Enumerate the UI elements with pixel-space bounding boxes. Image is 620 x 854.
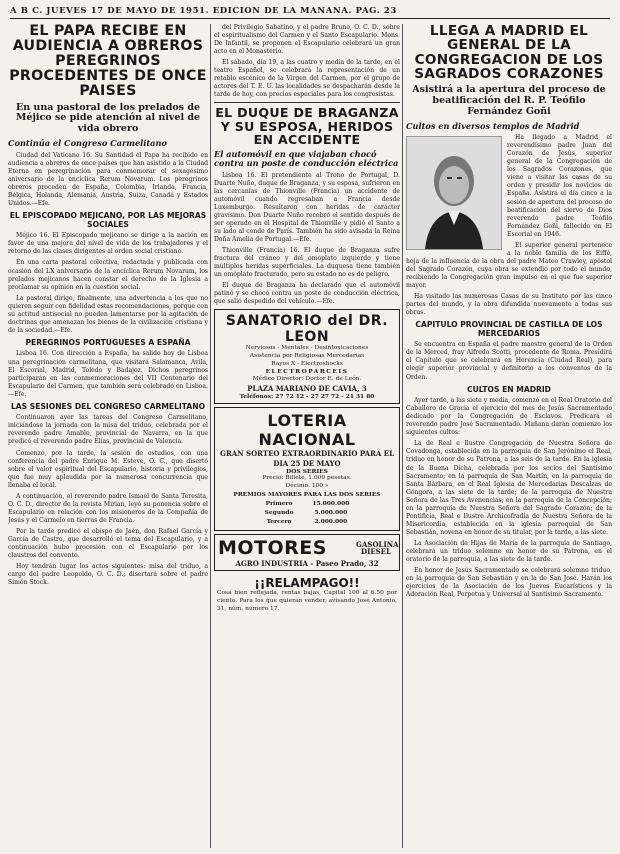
article-paragraph: Se encuentra en España el padre maestro general de la Orden de la Merced, fray Alfredo Scotti, procedente de Roma. Presidirá el Capítulo que se celebrará en Herencia (Ciudad Real), para elegir superior provincial y definitorio a los conventos de la Orden.	[406, 341, 612, 381]
headline-capitulo: CAPITULO PROVINCIAL DE CASTILLA DE LOS MERCEDARIOS	[415, 319, 603, 338]
headline-general: LLEGA A MADRID EL GENERAL DE LA CONGREGACION DE LOS SAGRADOS CORAZONES	[414, 24, 604, 82]
table-row	[264, 517, 351, 526]
headline-episcopado: EL EPISCOPADO MEJICANO, POR LAS MEJORAS SOCIALES	[9, 210, 207, 229]
ad-line: PREMIOS MAYORES PARA LAS DOS SERIES	[233, 490, 381, 498]
article-paragraph: del Privilegio Sabatino, y el padre Bruno, O. C. D., sobre el espiritualismo del Carmen y el Santo Escapulario. Mons. De Infantil, se proponen el Escapulario celebrará un gran acto en el Monasterio.	[214, 24, 400, 56]
headline-sesiones: LAS SESIONES DEL CONGRESO CARMELITANO	[10, 401, 206, 411]
subhead-braganza: El automóvil en que viajaban chocó contra un poste de conducción eléctrica	[214, 148, 399, 169]
ad-motores	[214, 534, 400, 571]
table-row	[264, 508, 351, 517]
ad-loteria	[214, 407, 400, 531]
column-2	[214, 24, 400, 848]
article-paragraph: Hoy tendrán lugar los actos siguientes: misa del triduo, a cargo del padre Leopoldo, O. C. D.; disertará sobre el padre Simón Stock.	[8, 562, 208, 586]
ad-line: Cosa bien reflejada, rentas bajas, Capital 100 al 6.50 por ciento. Para los que quieran vender, avisando José Antonio, 31, núm. número 17.	[217, 590, 397, 612]
ad-motores-row	[218, 537, 399, 560]
article-paragraph: La Asociación de Hijas de María de la parroquia de Santiago, celebrará un triduo solemne en honor de su Patrona, en el oratorio de la parroquia, a las siete de la tarde.	[406, 539, 612, 563]
prize-amount: 2.000.000	[314, 518, 348, 526]
article-paragraph: El sábado, día 19, a las cuatro y media de la tarde, en el teatro Español, se celebrará la representación de un retablo escénico de la Virgen del Carmen, por el grupo de actores del T. E. U. las localidades se despacharán desde la tarde de hoy, con precios especiales para los congresistas.	[214, 59, 400, 99]
article-paragraph: En una carta pastoral colectiva, redactada y publicada con ocasión del LX aniversario de la encíclica Rerum Novarum, los prelados mejicanos hacen constar el derecho de la Iglesia a proclamar su opinión en la cuestión social.	[8, 259, 208, 291]
headline-peregrinos: PEREGRINOS PORTUGUESES A ESPAÑA	[25, 337, 191, 347]
ad-line: GRAN SORTEO EXTRAORDINARIO PARA EL DIA 25 DE MAYO	[219, 449, 395, 468]
section-carmelite: Continúa el Congreso Carmelitano	[8, 138, 167, 149]
ad-line: Nerviosos - Mentales - Desintoxicaciones	[245, 345, 369, 352]
page-header: A B C. JUEVES 17 DE MAYO DE 1951. EDICION DE LA MAÑANA. PAG. 23	[10, 6, 610, 19]
prize-amount: 15.000.000	[312, 500, 350, 508]
column-rule	[402, 24, 403, 848]
article-paragraph: El superior general pertenece a la noble familia de los Eiffé, hoja de la influencia de la obra del padre Mateo Crawley, apóstol del Sagrado Corazón, cuya obra se extendió por todo el mundo, recibiendo la Congregación gran impulso en el que fue superior mayor.	[406, 241, 612, 289]
article-paragraph: Lisboa 16. El pretendiente al Trono de Portugal, D. Duarte Nuño, duque de Braganza, y su esposa, sufrieron en las cercanías de Thionville (Francia) un accidente de automóvil cuando regresaban a Francia desde Luxemburgo. Resultaron con heridas de carácter gravísimo. Don Duarte Nuño recobró el sentido después de ser operado en el Hospital de Thionville y pidió el Santo a su lado al conde de París. También ha sido avisada la Reina Doña Amelia de Portugal.—Efe.	[214, 171, 400, 244]
headline-cultos: CULTOS EN MADRID	[467, 384, 551, 394]
prize-table	[264, 499, 351, 526]
article-paragraph: Ha visitado las numerosas Casas de su Instituto por las cinco partes del mundo, y la obra difundida nuevamente a todas sus obras.	[406, 292, 612, 316]
section-cultos: Cultos en diversos templos de Madrid	[406, 120, 580, 131]
divider	[214, 102, 400, 103]
ad-line: AGRO INDUSTRIA - Paseo Prado, 32	[235, 559, 379, 569]
ad-relampago-name: ¡¡RELAMPAGO!!	[254, 576, 360, 591]
column-rule	[210, 24, 211, 848]
ad-relampago	[214, 574, 400, 615]
article-paragraph: Continuaron ayer las tareas del Congreso Carmelitano, iniciándose la jornada con la misa del triduo, celebrada por el reverendo padre Amable, provincial de Navarra, en la que predicó el reverendo padre Elías, provincial de Valencia.	[8, 414, 208, 446]
portrait-photo	[406, 136, 502, 250]
article-paragraph: Ciudad del Vaticano 16. Su Santidad el Papa ha recibido en audiencia a obreros de once países que han asistido a la Ciudad Eterna en peregrinación para conmemorar el sexagésimo aniversario de la encíclica Rerum Novarum. Los peregrinos obreros proceden de España, Colombia, Irlanda, Francia, Bélgica, Holanda, Alemania, Austria, Suiza, Canadá y Estados Unidos.—Efe.	[8, 151, 208, 207]
ad-line: DOS SERIES	[286, 467, 328, 475]
subhead-beatificacion: Asistirá a la apertura del proceso de beatificación del R. P. Teófilo Fernández Goñi	[412, 84, 606, 117]
article-paragraph: Ha llegado a Madrid el reverendísimo padre Juan del Corazón de Jesús, superior general de la Congregación de los Sagrados Corazones, que viene a visitar las casas de su orden y presidir los novicios de España. Asistirá el día cinco a la sesión de apertura del proceso de beatificación del siervo de Dios reverendo padre Teófilo Fernández Goñi, fallecido en El Escorial en 1946.	[507, 134, 612, 238]
column-1	[8, 24, 208, 848]
portrait-icon	[407, 137, 501, 249]
article-paragraph: En honor de Jesús Sacramentado se celebrará solemne triduo, en la parroquia de San Sebastián y en la de San José. Harán los ejercicios de la Asociación de los Jueves Eucarísticos y la Adoración Real, Perpetua y Universal al Santísimo Sacramento.	[406, 566, 612, 598]
ad-line: Décimo. 100 »	[285, 482, 329, 489]
ad-line: Médico Director: Doctor E. de León.	[252, 375, 362, 382]
ad-line: PLAZA MARIANO DE CAVIA, 3	[247, 383, 367, 393]
ad-loteria-name: LOTERIA NACIONAL	[258, 411, 356, 450]
article-paragraph: Por la tarde predicó el obispo de Jaén, don Rafael García y García de Castro, que desarrolló el tema del Escapulario, y a continuación hubo procesión con el Escapulario por los claustros del convento.	[8, 527, 208, 559]
prize-amount: 5.000.000	[314, 509, 348, 517]
ad-line: Asistencia por Religiosas Mercedarias	[249, 352, 365, 359]
ad-motores-side: GASOLINA DIESEL	[356, 539, 399, 557]
subhead-mexico: En una pastoral de los prelados de Méjico se pide atención al nivel de vida obrero	[15, 101, 201, 135]
article-paragraph: Lisboa 16. Con dirección a España, ha salido hoy de Lisboa una peregrinación carmelitana, que visitará Salamanca, Avila, El Escorial, Madrid, Toledo y Badajoz. Dichos peregrinos participarán en las conmemoraciones del VII Centenario del Escapulario del Carmen, que también será celebrado en Lisboa.—Efe.	[8, 350, 208, 398]
article-paragraph: Comenzó, por la tarde, la sesión de estudios, con una conferencia del padre Enrique M. Esteve, O. C., que disertó sobre el valor espiritual del Escapulario, historia y privilegios, que fue muy aplaudida por la numerosa concurrencia que llenaba el local.	[8, 449, 208, 489]
ad-sanatorio-name: SANATORIO del DR. LEON	[225, 313, 389, 346]
headline-pope: EL PAPA RECIBE EN AUDIENCIA A OBREROS PEREGRINOS PROCEDENTES DE ONCE PAISES	[9, 24, 207, 99]
article-paragraph: La pastoral dirige, finalmente, una advertencia a los que no quieren seguir con fidelidad estas recomendaciones, porque con su actitud antisocial no pueden lamentarse por la agitación de doctrinas que amenazan los bienes de la civilización cristiana y de la sociedad.—Efe.	[8, 294, 208, 334]
article-paragraph: La de Real e Ilustre Congregación de Nuestra Señora de Covadonga, establecida en la parroquia de San Jerónimo el Real, triduo en honor de su Patrona, a las seis de la tarde. En la iglesia de la Buena Dicha, celebrada por los socios del Santísimo Sacramento; en la parroquia de San Martín, en la parroquia de Santa Bárbara, en el Real Iglesia de Mercedarias Descalzas de Góngora, a las siete de la tarde; de la parroquia de Nuestra Señora de las Tres Avenencias; en la parroquia de la Concepción; en la parroquia de Nuestra Señora del Sagrado Corazón; de la Pontificia, Real e Ilustre Archicofradía de Nuestra Señora de la Misericordia, establecida en la iglesia parroquial de San Sebastián, novena en honor de su titular, por la tarde, a las siete.	[406, 440, 612, 536]
ad-line: Teléfonos: 27 72 12 - 27 27 72 - 21 31 80	[239, 392, 375, 400]
article-paragraph: El duque de Braganza ha declarado que el automóvil patinó y se chocó contra un poste de conducción eléctrica, que salió despedido del vehículo.—Efe.	[214, 282, 400, 306]
prize-label: Primero	[265, 500, 293, 508]
article-paragraph: Méjico 16. El Episcopado mejicano se dirige a la nación en favor de una mejora del nivel de vida de los trabajadores y el retorno de las clases dirigentes al orden social cristiano.	[8, 232, 208, 256]
headline-braganza: EL DUQUE DE BRAGANZA Y SU ESPOSA, HERIDOS EN ACCIDENTE	[215, 105, 399, 147]
ad-line: Rayos X - Electroshocks	[271, 360, 343, 367]
prize-label: Segundo	[264, 509, 294, 517]
article-paragraph: Thionville (Francia) 16. El duque de Braganza sufre fractura del cráneo y del omoplato izquierdo y tiene múltiples heridas superficiales. La duquesa tiene también un omóplato fracturado, pero su estado no es de peligro.	[214, 247, 400, 279]
article-paragraph: Ayer tarde, a las siete y media, comenzó en el Real Oratorio del Caballero de Gracia el ejercicio del mes de Jesús Sacramentado dedicado por la Congregación de Esclavos. Predicará el reverendo padre José Sacramentado. Mañana darán comienzo los siguientes cultos:	[406, 397, 612, 437]
prize-label: Tercero	[266, 518, 292, 526]
ad-motores-name: MOTORES	[218, 537, 327, 560]
ad-line: ELECTROPARCEIS	[265, 368, 349, 376]
ad-sanatorio	[214, 309, 400, 404]
article-paragraph: A continuación, el reverendo padre Ismael de Santa Teresita, O. C. D., director de la revista Mirian, leyó su ponencia sobre el Escapulario en relación con los misioneros de la Compañía de Jesús y el Carmelo en tierras de Francia.	[8, 492, 208, 524]
ad-line: Precio: Billete, 1.000 pesetas.	[262, 475, 352, 482]
column-3	[406, 24, 612, 848]
table-row	[264, 499, 351, 508]
